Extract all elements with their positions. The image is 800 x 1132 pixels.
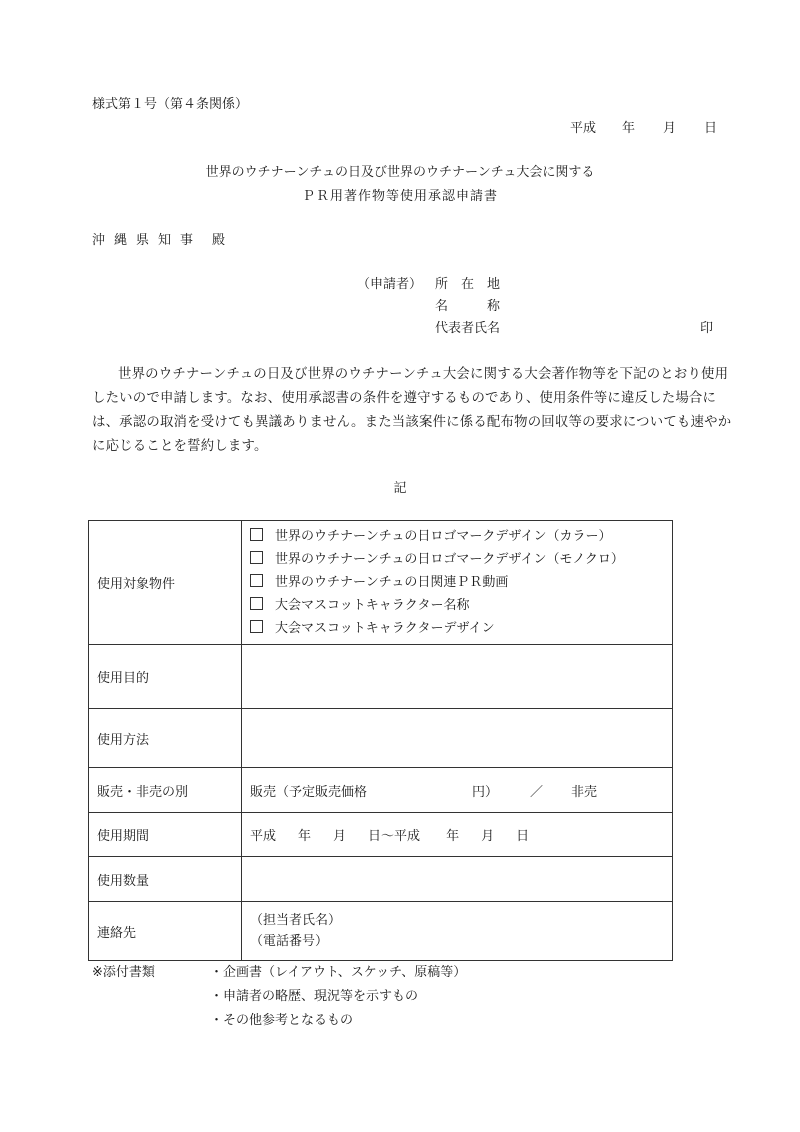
sale-separator: ／ (530, 784, 544, 800)
period-day1: 日〜平成 (368, 829, 421, 844)
addressee-name: 沖縄県知事 (92, 233, 203, 248)
row-method (89, 709, 673, 768)
contact-field[interactable] (242, 902, 673, 961)
sale-yen: 円） (472, 784, 499, 800)
quantity-field[interactable] (242, 857, 673, 902)
row-period (89, 813, 673, 857)
applicant-name-label: 名 称 (435, 299, 501, 314)
ki-heading: 記 (393, 481, 407, 496)
form-number: 様式第１号（第４条関係） (92, 97, 249, 112)
title-line-1: 世界のウチナーンチュの日及び世界のウチナーンチュ大会に関する (205, 165, 595, 180)
addressee-honorific: 殿 (212, 233, 235, 248)
method-label: 使用方法 (89, 709, 242, 768)
target-label: 使用対象物件 (89, 521, 242, 645)
target-item[interactable]: 世界のウチナーンチュの日ロゴマークデザイン（モノクロ） (250, 548, 664, 571)
target-item[interactable]: 世界のウチナーンチュの日ロゴマークデザイン（カラー） (250, 525, 664, 548)
row-quantity (89, 857, 673, 902)
target-item[interactable]: 世界のウチナーンチュの日関連ＰＲ動画 (250, 571, 664, 594)
contact-person: （担当者氏名） (250, 913, 342, 928)
date-year: 年 (622, 121, 636, 136)
contact-label: 連絡先 (89, 902, 242, 961)
period-label: 使用期間 (89, 813, 242, 857)
date-day: 日 (704, 121, 718, 136)
period-day2: 日 (516, 829, 530, 844)
date-line (570, 120, 730, 138)
application-table (88, 520, 673, 961)
target-item[interactable]: 大会マスコットキャラクターデザイン (250, 617, 664, 640)
purpose-field[interactable] (242, 645, 673, 709)
contact-phone: （電話番号） (250, 934, 329, 949)
row-contact (89, 902, 673, 961)
quantity-label: 使用数量 (89, 857, 242, 902)
date-era: 平成 (570, 121, 597, 136)
body-paragraph: 世界のウチナーンチュの日及び世界のウチナーンチュ大会に関する大会著作物等を下記のとおり使用したいので申請します。なお、使用承認書の条件を遵守するものであり、使用条件等に違反した場合には、承認の取消を受けても異議ありません。また当該案件に係る配布物の回収等の要求についても速やかに応じることを誓約します。 (92, 367, 732, 454)
row-purpose (89, 645, 673, 709)
period-year1: 年 (298, 829, 312, 844)
period-month2: 月 (481, 829, 495, 844)
checkbox-icon[interactable] (250, 620, 263, 633)
date-month: 月 (663, 121, 677, 136)
target-items-cell (242, 521, 673, 645)
checkbox-icon[interactable] (250, 574, 263, 587)
title-line-2: ＰＲ用著作物等使用承認申請書 (301, 189, 498, 204)
period-month1: 月 (333, 829, 347, 844)
period-field[interactable] (242, 813, 673, 857)
attachment-item: ・申請者の略歴、現況等を示すもの (210, 989, 419, 1004)
sale-label: 販売・非売の別 (89, 768, 242, 813)
sale-nonsale: 非売 (571, 784, 598, 800)
checkbox-icon[interactable] (250, 597, 263, 610)
row-sale (89, 768, 673, 813)
applicant-label: （申請者） (357, 277, 423, 292)
attachments-label: ※添付書類 (92, 965, 155, 980)
checkbox-icon[interactable] (250, 551, 263, 564)
row-target (89, 521, 673, 645)
attachment-item: ・その他参考となるもの (210, 1013, 354, 1028)
applicant-rep-label: 代表者氏名 (435, 321, 501, 336)
purpose-label: 使用目的 (89, 645, 242, 709)
applicant-address-label: 所 在 地 (435, 277, 501, 292)
period-year2: 年 (446, 829, 460, 844)
target-item[interactable]: 大会マスコットキャラクター名称 (250, 594, 664, 617)
sale-text: 販売（予定販売価格 (250, 784, 368, 800)
method-field[interactable] (242, 709, 673, 768)
period-era: 平成 (250, 829, 277, 844)
attachment-item: ・企画書（レイアウト、スケッチ、原稿等） (210, 965, 467, 980)
seal-mark: 印 (700, 321, 714, 336)
checkbox-icon[interactable] (250, 528, 263, 541)
addressee (92, 232, 234, 250)
sale-field[interactable] (242, 768, 673, 813)
